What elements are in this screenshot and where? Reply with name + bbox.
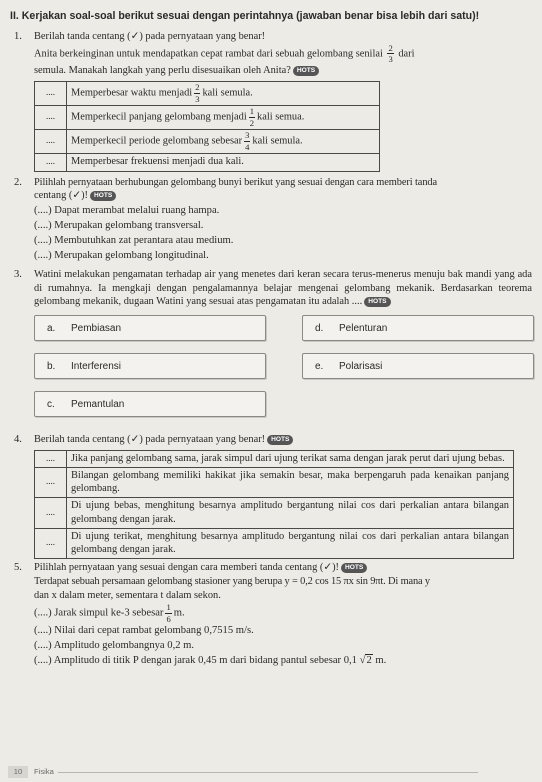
fraction-numerator: 1 [166, 602, 171, 613]
choice-letter: e. [315, 361, 324, 373]
q1-question-text: semula. Manakah langkah yang perlu disesuaikan oleh Anita? [34, 64, 291, 76]
answer-checkbox[interactable]: .... [35, 153, 67, 171]
q1-stem-text: Anita berkeinginan untuk mendapatkan cepat rambat dari sebuah gelombang senilai [34, 48, 383, 60]
q2-instruction-cont [34, 189, 532, 203]
q2-option[interactable]: (....) Merupakan gelombang longitudinal. [34, 250, 209, 261]
section-title: II. Kerjakan soal-soal berikut sesuai dengan perintahnya (jawaban benar bisa lebih dari satu)! [10, 10, 480, 22]
table-row [35, 467, 514, 497]
hots-badge: HOTS [267, 435, 293, 445]
page-number: 10 [8, 766, 28, 778]
statement-cell [67, 129, 380, 153]
table-row [35, 498, 514, 528]
fraction-denominator: 2 [249, 117, 255, 128]
subject-label: Fisika [34, 767, 54, 776]
question-4 [10, 433, 532, 559]
q5-option[interactable]: (....) Nilai dari cepat rambat gelombang 0,7515 m/s. [34, 625, 254, 637]
table-row [35, 153, 380, 171]
table-row [35, 528, 514, 558]
choice-e[interactable] [302, 353, 534, 379]
q1-stem [34, 44, 532, 64]
choice-c[interactable] [34, 391, 266, 417]
q2-option[interactable]: (....) Membutuhkan zat perantara atau medium. [34, 235, 234, 247]
question-number: 1. [14, 30, 22, 42]
q1-question [34, 64, 532, 78]
table-row [35, 81, 380, 105]
q5-option[interactable] [34, 603, 532, 623]
statement-text: Memperkecil panjang gelombang menjadi [71, 111, 247, 123]
option-text-end: m. [173, 607, 185, 619]
option-text: (....) Amplitudo di titik P dengan jarak 0,45 m dari bidang pantul sebesar 0,1 [34, 655, 357, 667]
fraction-numerator: 2 [388, 42, 393, 53]
statement-cell [67, 105, 380, 129]
option-text: (....) Jarak simpul ke-3 sebesar [34, 607, 164, 619]
footer-rule [58, 772, 478, 773]
answer-checkbox[interactable]: .... [35, 105, 67, 129]
q3-paragraph: Watini melakukan pengamatan terhadap air yang menetes dari keran secara terus-menerus menuju bak mandi yang ada di rumahnya. Ia mengkaji dengan pengalamannya belajar mengenai gelombang mekanik. Berdasarkan teorema gelombang mekanik, dugaan Watini yang sesuai atas pengamatan itu adalah .... [34, 268, 532, 308]
fraction [165, 603, 171, 623]
statement-cell: Bilangan gelombang memiliki hakikat jika semakin besar, maka berpengaruh pada kenaikan panjang gelombang. [67, 467, 514, 497]
statement-text: Memperkecil periode gelombang sebesar [71, 135, 243, 147]
hots-badge: HOTS [341, 563, 367, 573]
choice-letter: c. [47, 399, 55, 411]
answer-checkbox[interactable]: .... [35, 467, 67, 497]
q3-choices [34, 315, 532, 431]
page-footer [8, 766, 478, 778]
choice-letter: d. [315, 323, 324, 335]
q5-instruction [34, 561, 532, 575]
fraction-numerator: 2 [195, 82, 200, 93]
q1-statement-table [34, 81, 380, 172]
hots-badge: HOTS [364, 297, 390, 307]
choice-label: Pemantulan [71, 399, 125, 411]
question-3 [10, 268, 532, 431]
q2-option[interactable]: (....) Merupakan gelombang transversal. [34, 220, 204, 232]
statement-cell: Di ujung terikat, menghitung besarnya amplitudo bergantung nilai cos dari perkalian antara bilangan gelombang dengan jarak. [67, 528, 514, 558]
table-row [35, 105, 380, 129]
option-text-end: m. [375, 655, 387, 667]
statement-text-end: kali semua. [257, 111, 305, 123]
fraction [387, 44, 393, 64]
fraction-denominator: 4 [245, 141, 250, 152]
choice-letter: b. [47, 361, 56, 373]
choice-d[interactable] [302, 315, 534, 341]
hots-badge: HOTS [90, 191, 116, 201]
q2-option[interactable]: (....) Dapat merambat melalui ruang hampa. [34, 205, 220, 217]
q5-stem-cont: dan x dalam meter, sementara t dalam sekon. [34, 589, 221, 601]
q5-option[interactable]: (....) Amplitudo gelombangnya 0,2 m. [34, 640, 195, 652]
fraction [194, 83, 200, 103]
fraction-numerator: 1 [249, 106, 255, 117]
fraction-denominator: 3 [388, 54, 393, 65]
answer-checkbox[interactable]: .... [35, 450, 67, 467]
q5-stem: Terdapat sebuah persamaan gelombang stasioner yang berupa y = 0,2 cos 15 πx sin 9πt. Di mana y [34, 575, 430, 587]
choice-b[interactable] [34, 353, 266, 379]
question-number: 3. [14, 268, 22, 280]
sqrt-radicand: 2 [366, 655, 372, 667]
q4-instruction [34, 433, 532, 447]
table-row [35, 450, 514, 467]
choice-label: Interferensi [71, 361, 122, 373]
statement-cell: Memperbesar frekuensi menjadi dua kali. [67, 153, 380, 171]
fraction-numerator: 3 [245, 130, 250, 141]
q4-statement-table [34, 450, 514, 559]
statement-cell: Jika panjang gelombang sama, jarak simpul dari ujung terikat sama dengan jarak perut dari ujung bebas. [67, 450, 514, 467]
statement-text-end: kali semula. [252, 135, 303, 147]
hots-badge: HOTS [293, 66, 319, 76]
statement-cell [67, 81, 380, 105]
fraction-denominator: 3 [195, 93, 200, 104]
fraction-denominator: 6 [166, 613, 171, 624]
statement-text: Memperbesar waktu menjadi [71, 87, 193, 99]
question-5 [10, 561, 532, 668]
sqrt-symbol: √ [359, 655, 366, 667]
question-number: 4. [14, 434, 22, 446]
choice-label: Pembiasan [71, 323, 122, 335]
q5-option[interactable] [34, 654, 532, 668]
answer-checkbox[interactable]: .... [35, 498, 67, 528]
choice-label: Pelenturan [339, 323, 388, 335]
q1-instruction: Berilah tanda centang (✓) pada pernyataan yang benar! [34, 30, 266, 42]
statement-text-end: kali semula. [202, 87, 253, 99]
choice-a[interactable] [34, 315, 266, 341]
q3-text [34, 268, 532, 309]
question-number: 2. [14, 176, 22, 188]
choice-label: Polarisasi [339, 361, 383, 373]
answer-checkbox[interactable]: .... [35, 528, 67, 558]
choice-letter: a. [47, 323, 56, 335]
table-row [35, 129, 380, 153]
question-number: 5. [14, 562, 22, 574]
q2-instruction: Pilihlah pernyataan berhubungan gelombang bunyi berikut yang sesuai dengan cara memberi tanda [34, 176, 438, 188]
fraction [244, 131, 250, 151]
fraction [249, 107, 255, 127]
statement-cell: Di ujung bebas, menghitung besarnya amplitudo bergantung nilai cos dari perkalian antara bilangan gelombang dengan jarak. [67, 498, 514, 528]
q2-instruction-text: centang (✓)! [34, 190, 88, 202]
q5-instruction-text: Pilihlah pernyataan yang sesuai dengan cara memberi tanda centang (✓)! [34, 562, 340, 574]
answer-checkbox[interactable]: .... [35, 81, 67, 105]
q1-stem-text-end: dari [398, 48, 415, 60]
question-1 [10, 30, 532, 172]
question-2 [10, 176, 532, 263]
q4-instruction-text: Berilah tanda centang (✓) pada pernyataan yang benar! [34, 434, 266, 446]
answer-checkbox[interactable]: .... [35, 129, 67, 153]
